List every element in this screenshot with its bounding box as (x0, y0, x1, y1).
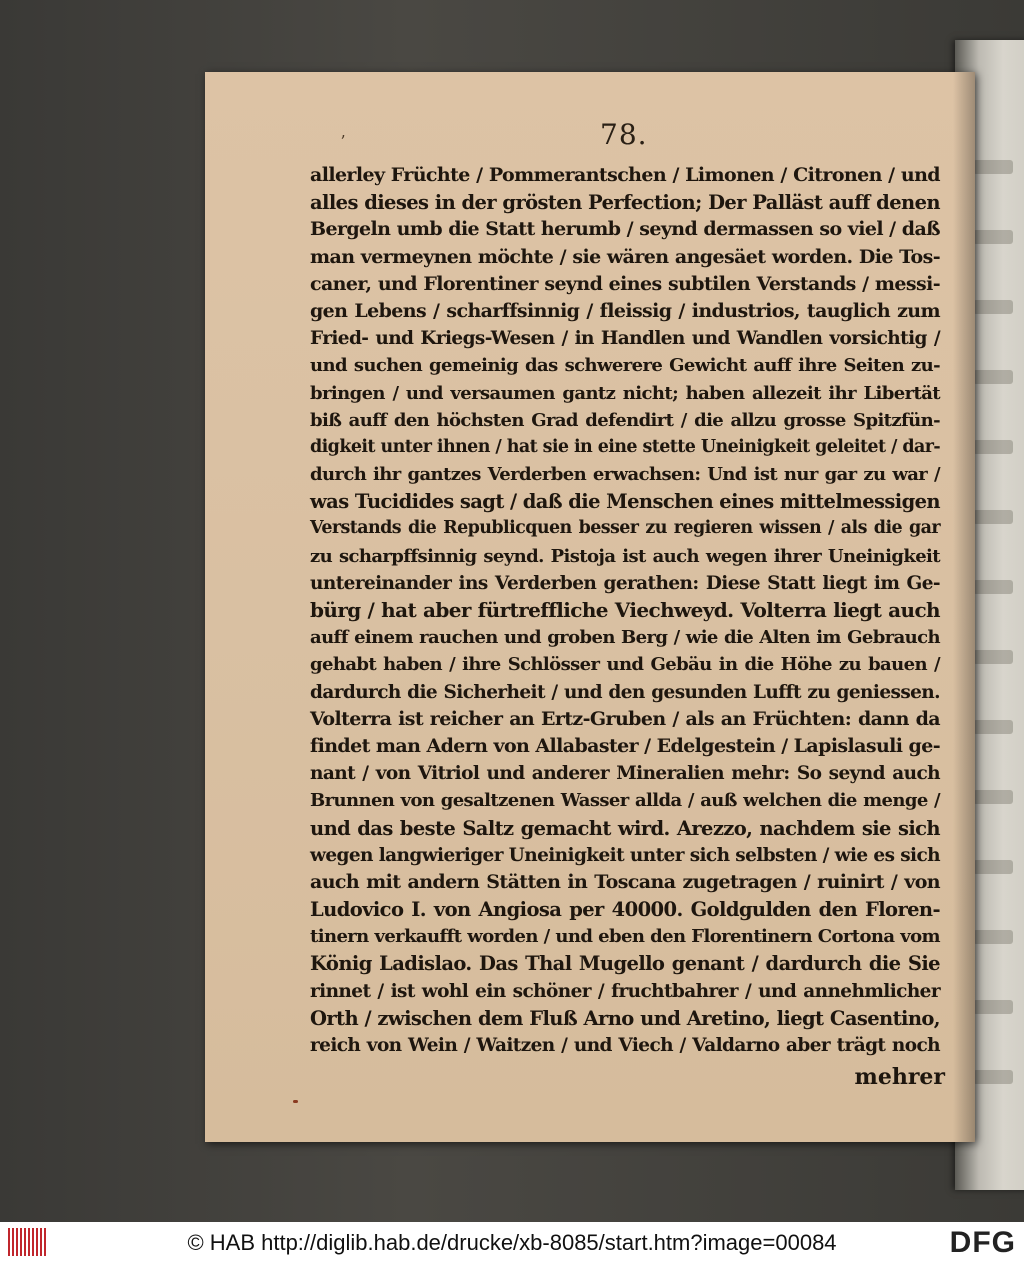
copyright-url[interactable]: © HAB http://diglib.hab.de/drucke/xb-8085/start.htm?image=00084 (187, 1230, 837, 1255)
text-line: tinern verkaufft worden / und eben den Florentinern Cortona vom (310, 926, 940, 948)
page-number: 78. (600, 118, 648, 151)
text-line: und das beste Saltz gemacht wird. Arezzo, nachdem sie sich (310, 816, 940, 840)
page-gutter-shadow (953, 72, 975, 1142)
text-line: bürg / hat aber fürtreffliche Viechweyd. Volterra liegt auch (310, 598, 940, 622)
text-line: findet man Adern von Allabaster / Edelgestein / Lapislasuli ge- (310, 734, 940, 757)
text-line: auff einem rauchen und groben Berg / wie die Alten im Gebrauch (310, 627, 940, 649)
text-line: bringen / und versaumen gantz nicht; haben allezeit ihr Libertät (310, 382, 940, 404)
text-line: man vermeynen möchte / sie wären angesäet worden. Die Tos- (310, 245, 940, 268)
text-line: gen Lebens / scharffsinnig / fleissig / industrios, tauglich zum (310, 299, 940, 322)
text-line: untereinander ins Verderben gerathen: Diese Statt liegt im Ge- (310, 572, 940, 594)
text-line: Orth / zwischen dem Fluß Arno und Aretino, liegt Casentino, (310, 1006, 940, 1030)
body-text (310, 162, 940, 1059)
text-line: gehabt haben / ihre Schlösser und Gebäu in die Höhe zu bauen / (310, 654, 940, 676)
text-line: Volterra ist reicher an Ertz-Gruben / als an Früchten: dann da (310, 707, 940, 730)
text-line: Verstands die Republicquen besser zu regieren wissen / als die gar (310, 518, 940, 539)
text-line: König Ladislao. Das Thal Mugello genant / dardurch die Sie (310, 952, 940, 976)
text-line: dardurch die Sicherheit / und den gesunden Lufft zu geniessen. (310, 681, 940, 703)
text-line: Ludovico I. von Angiosa per 40000. Goldgulden den Floren- (310, 898, 940, 922)
text-line: und suchen gemeinig das schwerere Gewicht auff ihre Seiten zu- (310, 355, 940, 377)
text-line: alles dieses in der grösten Perfection; Der Palläst auff denen (310, 191, 940, 215)
text-line: wegen langwieriger Uneinigkeit unter sich selbsten / wie es sich (310, 844, 941, 866)
text-line: Bergeln umb die Statt herumb / seynd dermassen so viel / daß (310, 218, 940, 241)
text-line: Fried- und Kriegs-Wesen / in Handlen und Wandlen vorsichtig / (310, 328, 940, 350)
text-line: was Tucidides sagt / daß die Menschen eines mittelmessigen (310, 490, 940, 514)
text-line: nant / von Vitriol und anderer Mineralien mehr: So seynd auch (310, 763, 940, 785)
text-line: Brunnen von gesaltzenen Wasser allda / auß welchen die menge / (310, 790, 940, 812)
dfg-logo: DFG (949, 1226, 1016, 1259)
ink-spot (293, 1100, 298, 1103)
text-line: allerley Früchte / Pommerantschen / Limonen / Citronen / und (310, 164, 940, 186)
text-line: zu scharpffsinnig seynd. Pistoja ist auch wegen ihrer Uneinigkeit (310, 545, 940, 567)
catchword: mehrer (854, 1064, 945, 1090)
book-page (205, 72, 975, 1142)
text-line: digkeit unter ihnen / hat sie in eine stette Uneinigkeit geleitet / dar- (310, 436, 940, 457)
viewer-footer (0, 1222, 1024, 1263)
text-line: auch mit andern Stätten in Toscana zugetragen / ruinirt / von (310, 870, 940, 893)
text-line: reich von Wein / Waitzen / und Viech / Valdarno aber trägt noch (310, 1035, 940, 1056)
ink-mark: ʼ (340, 132, 346, 151)
text-line: rinnet / ist wohl ein schöner / fruchtbahrer / und annehmlicher (310, 980, 940, 1002)
text-line: biß auff den höchsten Grad defendirt / die allzu grosse Spitzfün- (310, 409, 940, 431)
text-line: durch ihr gantzes Verderben erwachsen: Und ist nur gar zu war / (310, 464, 940, 486)
text-line: caner, und Florentiner seynd eines subtilen Verstands / messi- (310, 272, 940, 295)
